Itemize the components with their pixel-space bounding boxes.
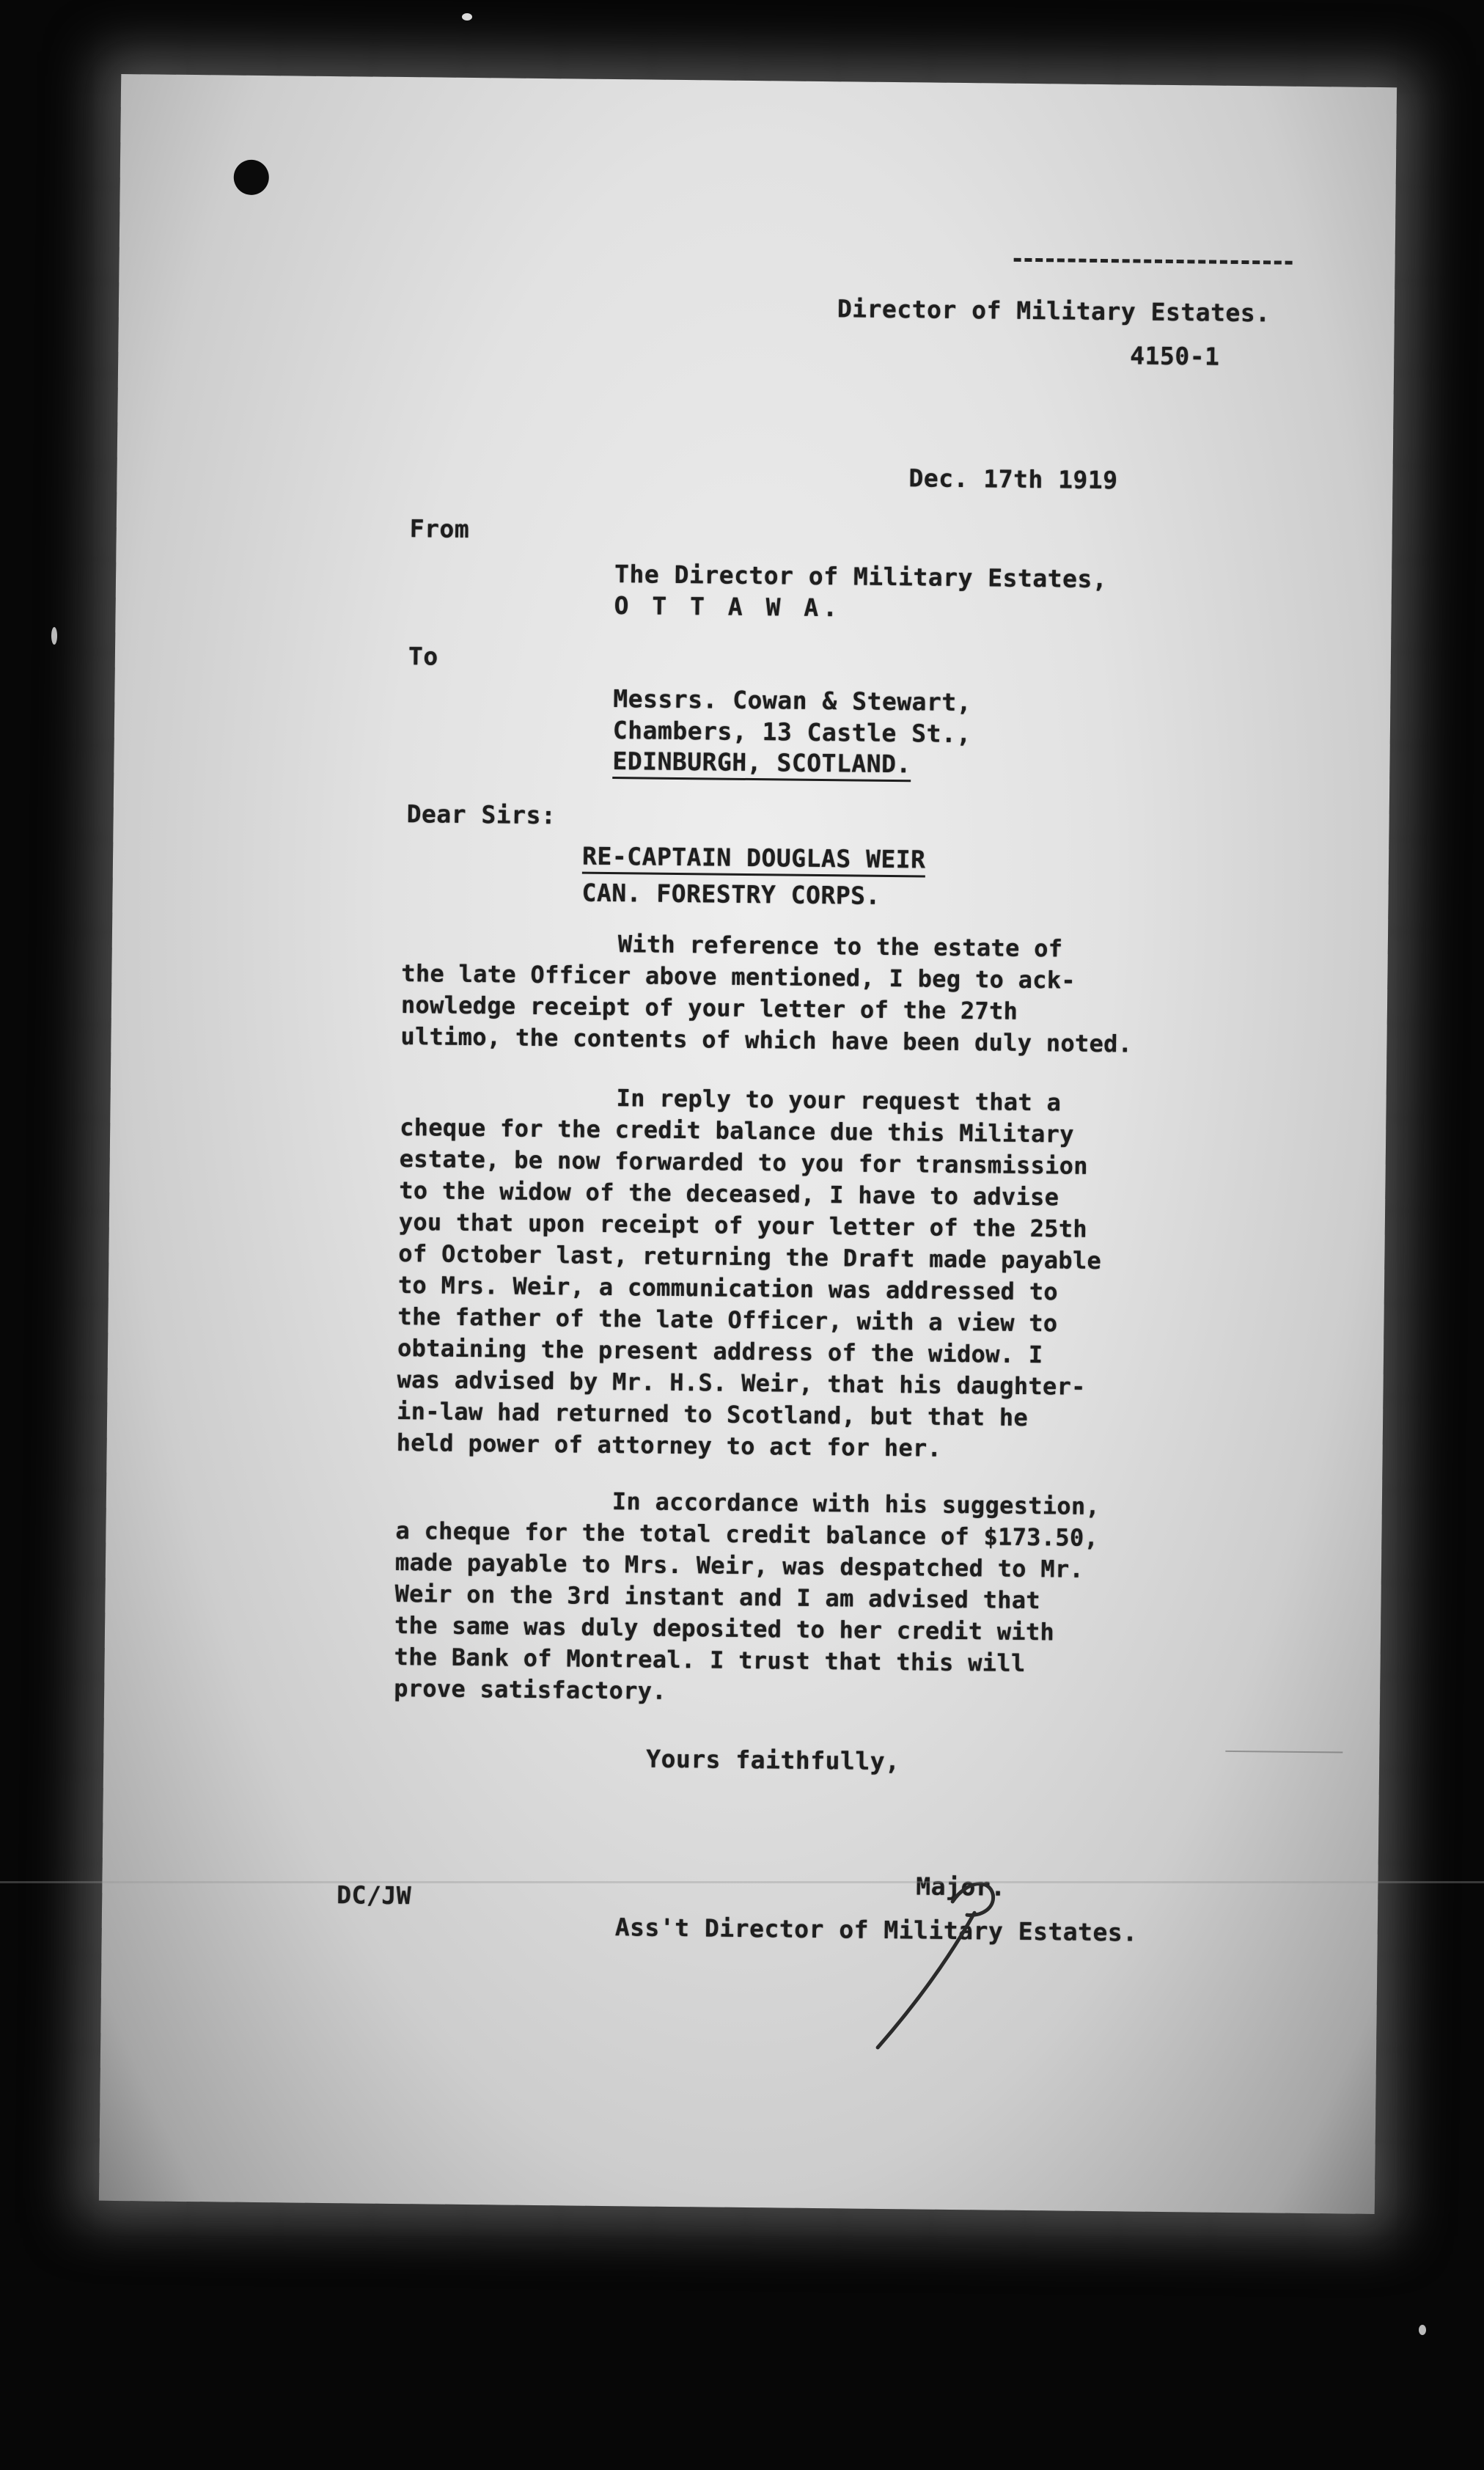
scan-line (0, 1881, 1484, 1883)
para3-line-4: Weir on the 3rd instant and I am advised that (394, 1579, 1041, 1615)
para2-line-7: to Mrs. Weir, a communication was addressed to (397, 1271, 1059, 1306)
para2-line-10: was advised by Mr. H.S. Weir, that his daughter- (397, 1366, 1086, 1401)
signer-rank: Major. (916, 1872, 1006, 1902)
para1-line-3: nowledge receipt of your letter of the 27th (400, 991, 1018, 1025)
para2-line-2: cheque for the credit balance due this Military (400, 1113, 1074, 1148)
top-dashed-rule (1014, 258, 1293, 265)
signature-stroke (863, 1872, 1129, 2065)
para3-line-5: the same was duly deposited to her credit with (394, 1610, 1055, 1646)
punch-hole (234, 160, 270, 196)
para3-line-2: a cheque for the total credit balance of $173.50, (395, 1516, 1099, 1553)
para1-line-1: With reference to the estate of (617, 930, 1063, 963)
dust-speck (1419, 2325, 1426, 2335)
to-line-2: Chambers, 13 Castle St., (612, 716, 971, 749)
para1-line-4: ultimo, the contents of which have been duly noted. (400, 1022, 1133, 1058)
para2-line-4: to the widow of the deceased, I have to advise (399, 1176, 1059, 1212)
para1-line-2: the late Officer above mentioned, I beg to ack- (401, 959, 1076, 994)
para2-line-8: the father of the late Officer, with a view to (397, 1302, 1058, 1338)
faint-rule (1225, 1751, 1342, 1753)
para2-line-3: estate, be now forwarded to you for transmission (399, 1145, 1089, 1180)
reference-initials: DC/JW (337, 1880, 412, 1910)
subject-line-2: CAN. FORESTRY CORPS. (581, 878, 881, 910)
letter-page (99, 74, 1397, 2214)
para2-line-11: in-law had returned to Scotland, but that he (396, 1397, 1029, 1432)
para2-line-1: In reply to your request that a (616, 1084, 1062, 1117)
subject-line-1: RE-CAPTAIN DOUGLAS WEIR (582, 842, 926, 878)
from-label: From (409, 514, 470, 543)
signer-title: Ass't Director of Military Estates. (614, 1913, 1138, 1947)
dust-speck (51, 627, 57, 645)
para3-line-7: prove satisfactory. (394, 1674, 667, 1705)
salutation: Dear Sirs: (406, 799, 556, 830)
file-office: Director of Military Estates. (837, 294, 1271, 328)
para2-line-9: obtaining the present address of the widow. I (397, 1334, 1043, 1369)
para3-line-1: In accordance with his suggestion, (611, 1487, 1101, 1521)
para2-line-5: you that upon receipt of your letter of the 25th (398, 1208, 1088, 1243)
para3-line-3: made payable to Mrs. Weir, was despatched to Mr. (394, 1547, 1084, 1583)
file-number: 4150-1 (1130, 341, 1220, 371)
to-line-1: Messrs. Cowan & Stewart, (613, 684, 972, 717)
para3-line-6: the Bank of Montreal. I trust that this will (394, 1642, 1026, 1678)
dust-speck (462, 13, 472, 21)
closing: Yours faithfully, (646, 1744, 900, 1776)
to-label: To (408, 642, 438, 671)
from-line-1: The Director of Military Estates, (614, 560, 1108, 594)
letter-date: Dec. 17th 1919 (908, 463, 1118, 495)
to-line-3: EDINBURGH, SCOTLAND. (612, 747, 911, 782)
para2-line-6: of October last, returning the Draft made payable (398, 1239, 1102, 1275)
para2-line-12: held power of attorney to act for her. (396, 1429, 942, 1462)
from-line-2: O T T A W A. (614, 591, 842, 623)
